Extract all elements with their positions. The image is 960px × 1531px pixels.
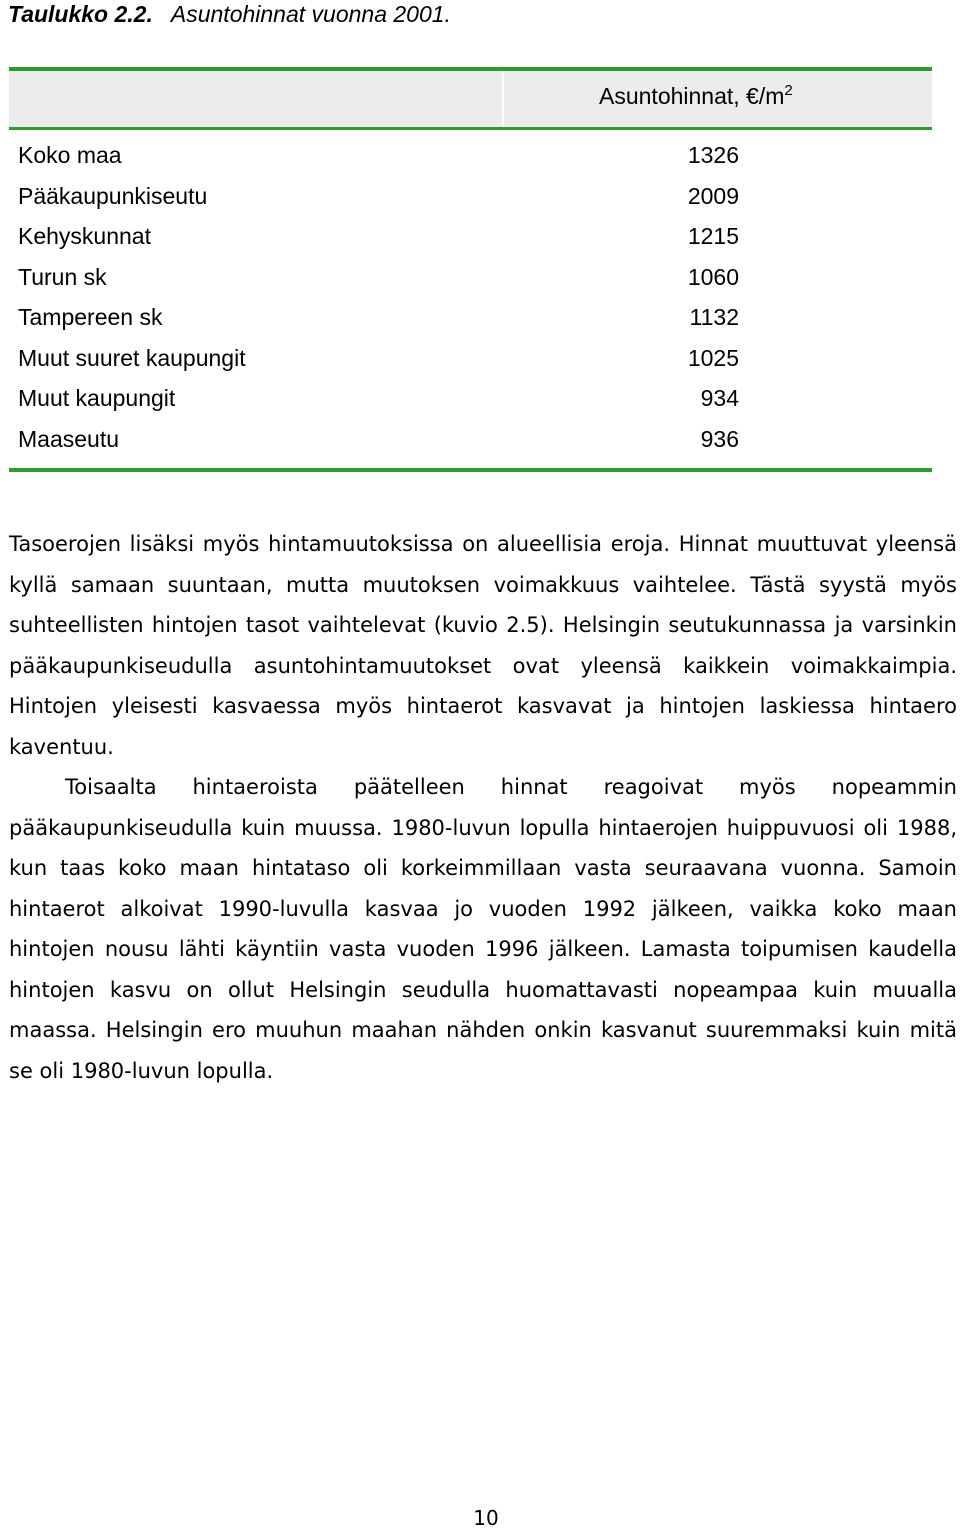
row-label: Koko maa bbox=[18, 142, 122, 168]
row-label: Muut suuret kaupungit bbox=[18, 344, 246, 371]
row-value: 1025 bbox=[687, 344, 739, 371]
paragraph: Toisaalta hintaeroista päätelleen hinnat reagoivat myös nopeammin pääkaupunkiseudulla kuin muussa. 1980-luvun lopulla hintaerojen huippuvuosi oli 1988, kun taas koko maan hintataso oli korkeimmillaan vasta seuraavana vuonna. Samoin hintaerot alkoivat 1990-luvulla kasvaa jo vuoden 1992 jälkeen, vaikka koko maan hintojen nousu lähti käyntiin vasta vuoden 1996 jälkeen. Lamasta toipumisen kaudella hintojen kasvu on ollut Helsingin seudulla huomattavasti nopeampaa kuin muualla maassa. Helsingin ero muuhun maahan nähden onkin kasvanut suuremmaksi kuin mitä se oli 1980-luvun lopulla. bbox=[9, 775, 957, 1083]
page-number: 10 bbox=[473, 1506, 499, 1530]
row-label: Muut kaupungit bbox=[18, 385, 176, 411]
row-label: Tampereen sk bbox=[18, 304, 163, 330]
table-body bbox=[9, 140, 932, 464]
table-header-divider bbox=[502, 71, 504, 127]
row-label: Kehyskunnat bbox=[18, 223, 151, 249]
row-value: 1215 bbox=[687, 223, 739, 249]
column-header-superscript: 2 bbox=[784, 82, 793, 99]
body-text bbox=[9, 524, 957, 1091]
row-value: 936 bbox=[700, 425, 739, 452]
paragraph: Tasoerojen lisäksi myös hintamuutoksissa on alueellisia eroja. Hinnat muuttuvat yleensä kyllä samaan suuntaan, mutta muutoksen voimakkuus vaihtelee. Tästä syystä myös suhteellisten hintojen tasot vaihtelevat (kuvio 2.5). Helsingin seutukunnassa ja varsinkin pääkaupunkiseudulla asuntohintamuutokset ovat yleensä kaikkein voimakkaimpia. Hintojen yleisesti kasvaessa myös hintaerot kasvavat ja hintojen laskiessa hintaero kaventuu. bbox=[9, 532, 957, 759]
price-table bbox=[9, 67, 932, 473]
table-row bbox=[9, 424, 932, 465]
row-value: 2009 bbox=[687, 182, 739, 209]
table-caption-number: Taulukko 2.2. bbox=[8, 1, 153, 27]
table-row bbox=[9, 140, 932, 181]
table-row bbox=[9, 262, 932, 303]
table-header-rule bbox=[9, 127, 932, 130]
row-value: 1326 bbox=[687, 142, 739, 168]
column-header-text: Asuntohinnat, €/m bbox=[599, 83, 785, 109]
row-label: Turun sk bbox=[18, 263, 107, 290]
row-value: 934 bbox=[700, 385, 739, 411]
column-header-price bbox=[599, 81, 793, 111]
table-bottom-rule bbox=[9, 468, 932, 472]
table-caption bbox=[8, 0, 451, 28]
row-label: Pääkaupunkiseutu bbox=[18, 182, 208, 209]
table-row bbox=[9, 302, 932, 343]
table-header-row bbox=[9, 71, 932, 127]
row-value: 1060 bbox=[687, 263, 739, 290]
table-row bbox=[9, 383, 932, 424]
table-caption-title: Asuntohinnat vuonna 2001. bbox=[170, 1, 451, 27]
table-row bbox=[9, 343, 932, 384]
table-row bbox=[9, 221, 932, 262]
row-value: 1132 bbox=[689, 304, 739, 330]
table-row bbox=[9, 181, 932, 222]
row-label: Maaseutu bbox=[18, 425, 120, 452]
